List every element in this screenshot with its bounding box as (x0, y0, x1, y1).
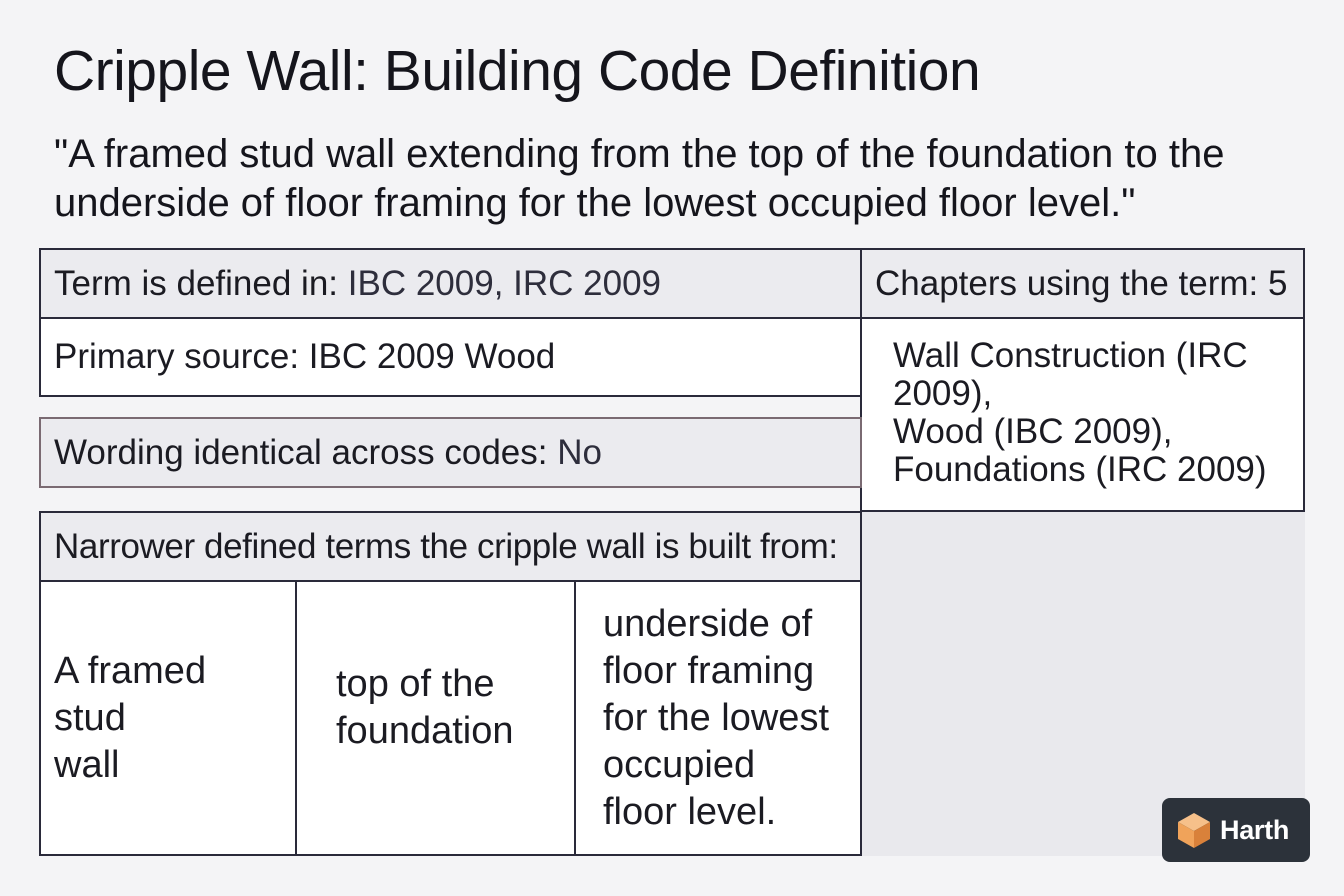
narrower-terms-header-text: Narrower defined terms the cripple wall is built from: (54, 526, 838, 566)
narrower-terms-grid (39, 580, 862, 856)
chapters-list-line: Wood (IBC 2009), (893, 412, 1173, 451)
harth-cube-icon (1174, 810, 1214, 850)
narrower-term-cell (41, 582, 297, 854)
chapters-list-line: Foundations (IRC 2009) (893, 450, 1267, 489)
term-line: occupied (603, 743, 756, 786)
wording-label: Wording identical across codes: (54, 432, 548, 472)
chapters-list-line: 2009), (893, 374, 993, 413)
term-line: A framed stud (54, 649, 207, 739)
wording-row (39, 417, 862, 488)
term-line: wall (54, 743, 120, 786)
primary-source-text (41, 337, 555, 377)
defined-in-text (41, 264, 661, 304)
wording-text (41, 433, 602, 473)
defined-in-value: IBC 2009, IRC 2009 (347, 263, 662, 303)
page-title: Cripple Wall: Building Code Definition (54, 39, 981, 103)
chapters-count: 5 (1267, 263, 1288, 303)
primary-source-label: Primary source: (54, 337, 300, 376)
term-line: top of the (336, 663, 495, 705)
narrower-term-text (54, 648, 287, 789)
defined-in-row (39, 248, 862, 319)
narrower-term-text (336, 661, 514, 755)
harth-logo (1162, 798, 1310, 862)
primary-source-row (39, 317, 862, 397)
narrower-term-cell (576, 582, 860, 854)
chapters-label: Chapters using the term: (875, 263, 1259, 303)
term-line: underside of (603, 602, 813, 645)
term-line: for the lowest (603, 696, 829, 739)
chapters-list-box (860, 317, 1305, 512)
chapters-list-line: Wall Construction (IRC (893, 336, 1248, 375)
narrower-term-text (603, 601, 829, 836)
defined-in-label: Term is defined in: (54, 263, 339, 303)
chapters-header (860, 248, 1305, 319)
chapters-header-text (862, 264, 1287, 304)
narrower-term-cell (297, 582, 576, 854)
logo-text: Harth (1220, 814, 1290, 845)
wording-value: No (557, 432, 602, 472)
definition-quote: "A framed stud wall extending from the top of the foundation to the underside of floor framing for the lowest occupied floor level." (54, 132, 1225, 225)
term-line: foundation (336, 710, 514, 752)
chapters-list (862, 319, 1267, 489)
primary-source-value: IBC 2009 Wood (308, 337, 556, 376)
term-line: floor level. (603, 790, 777, 833)
narrower-terms-header (39, 511, 862, 582)
term-line: floor framing (603, 649, 815, 692)
